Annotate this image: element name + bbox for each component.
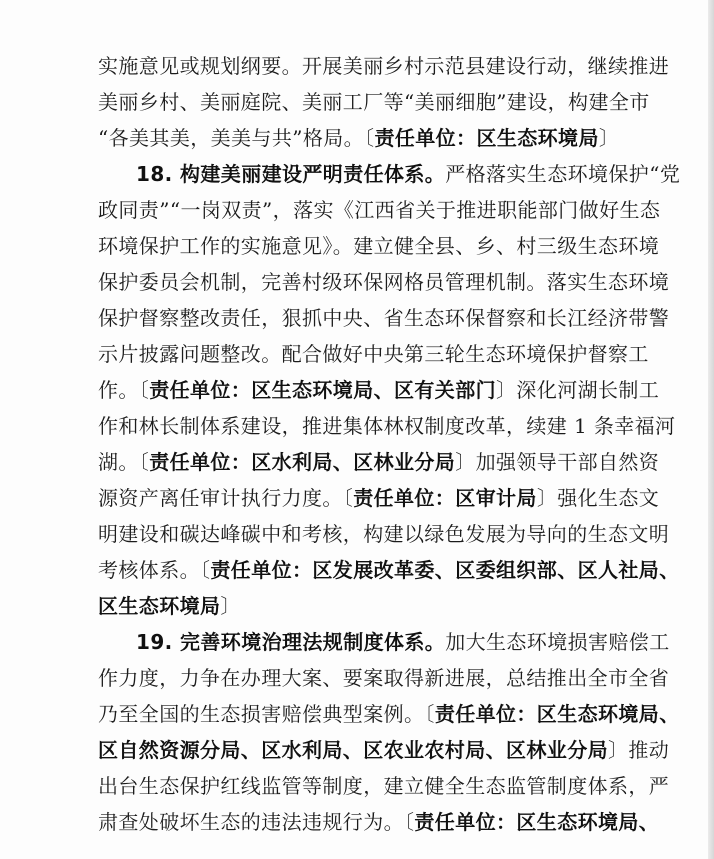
- text-run: 湖。〔: [98, 450, 150, 474]
- responsible-unit: 责任单位：区生态环境局、区有关部门: [149, 378, 497, 402]
- text-run: 作。〔: [98, 378, 150, 402]
- text-line: [98, 228, 658, 264]
- text-line: [98, 588, 658, 624]
- page-edge-shadow: [708, 0, 714, 859]
- text-line: [98, 48, 670, 84]
- text-run: 考核体系。〔: [98, 558, 211, 582]
- text-run: 作力度，力争在办理大案、要案取得新进展，总结推出全市全省: [98, 666, 670, 690]
- section-19-heading-line: [98, 624, 670, 660]
- responsible-unit: 责任单位：区审计局: [353, 486, 537, 510]
- text-run: 环境保护工作的实施意见》。建立健全县、乡、村三级生态环境: [98, 234, 660, 258]
- text-line: [98, 696, 680, 732]
- text-run: 〕加强领导干部自然资: [455, 450, 660, 474]
- text-run: 源资产离任审计执行力度。〔: [98, 486, 354, 510]
- text-run: 政同责”“一岗双责”，落实《江西省关于推进职能部门做好生态: [98, 198, 661, 222]
- text-line: [98, 444, 658, 480]
- text-line: [98, 768, 670, 804]
- text-run: 出台生态保护红线监管等制度，建立健全生态监管制度体系，严: [98, 774, 670, 798]
- document-body: [98, 48, 681, 840]
- text-line: [98, 552, 680, 588]
- text-line: [98, 264, 670, 300]
- text-line: [98, 732, 670, 768]
- text-line: [98, 372, 658, 408]
- text-run: 实施意见或规划纲要。开展美丽乡村示范县建设行动，继续推进: [98, 54, 670, 78]
- text-line: [98, 192, 661, 228]
- text-line: [98, 804, 658, 840]
- text-run: 乃至全国的生态损害赔偿典型案例。〔: [98, 702, 435, 726]
- section-18-heading-line: [98, 156, 681, 192]
- text-line: [98, 480, 658, 516]
- section-heading: 18. 构建美丽建设严明责任体系。: [136, 162, 446, 186]
- responsible-unit: 区自然资源分局、区水利局、区农业农村局、区林业分局: [98, 738, 608, 762]
- responsible-unit: 责任单位：区生态环境局、: [414, 810, 660, 834]
- text-run: 加大生态环境损害赔偿工: [445, 630, 670, 654]
- text-run: 〕: [598, 126, 620, 150]
- text-run: 作和林长制体系建设，推进集体林权制度改革，续建 1 条幸福河: [98, 414, 676, 438]
- section-heading: 19. 完善环境治理法规制度体系。: [136, 630, 446, 654]
- text-run: 保护委员会机制，完善村级环保网格员管理机制。落实生态环境: [98, 270, 670, 294]
- text-line: [98, 120, 658, 156]
- text-line: [98, 300, 670, 336]
- text-run: 〕深化河湖长制工: [496, 378, 660, 402]
- text-run: 〕推动: [608, 738, 670, 762]
- text-line: [98, 516, 670, 552]
- responsible-unit: 责任单位：区生态环境局: [374, 126, 599, 150]
- text-line: [98, 408, 676, 444]
- text-line: [98, 84, 658, 120]
- responsible-unit: 区生态环境局: [98, 594, 221, 618]
- text-run: 肃查处破坏生态的违法违规行为。〔: [98, 810, 415, 834]
- text-run: 〕强化生态文: [536, 486, 660, 510]
- text-run: 明建设和碳达峰碳中和考核，构建以绿色发展为导向的生态文明: [98, 522, 670, 546]
- responsible-unit: 责任单位：区水利局、区林业分局: [149, 450, 456, 474]
- text-line: [98, 660, 670, 696]
- text-run: 严格落实生态环境保护“党: [445, 162, 681, 186]
- text-run: “各美其美，美美与共”格局。〔: [98, 126, 375, 150]
- text-run: 美丽乡村、美丽庭院、美丽工厂等“美丽细胞”建设，构建全市: [98, 90, 650, 114]
- text-run: 保护督察整改责任，狠抓中央、省生态环保督察和长江经济带警: [98, 306, 670, 330]
- text-line: [98, 336, 658, 372]
- text-run: 示片披露问题整改。配合做好中央第三轮生态环境保护督察工: [98, 342, 649, 366]
- text-run: 〕: [220, 594, 241, 618]
- responsible-unit: 责任单位：区发展改革委、区委组织部、区人社局、: [210, 558, 680, 582]
- responsible-unit: 责任单位：区生态环境局、: [434, 702, 680, 726]
